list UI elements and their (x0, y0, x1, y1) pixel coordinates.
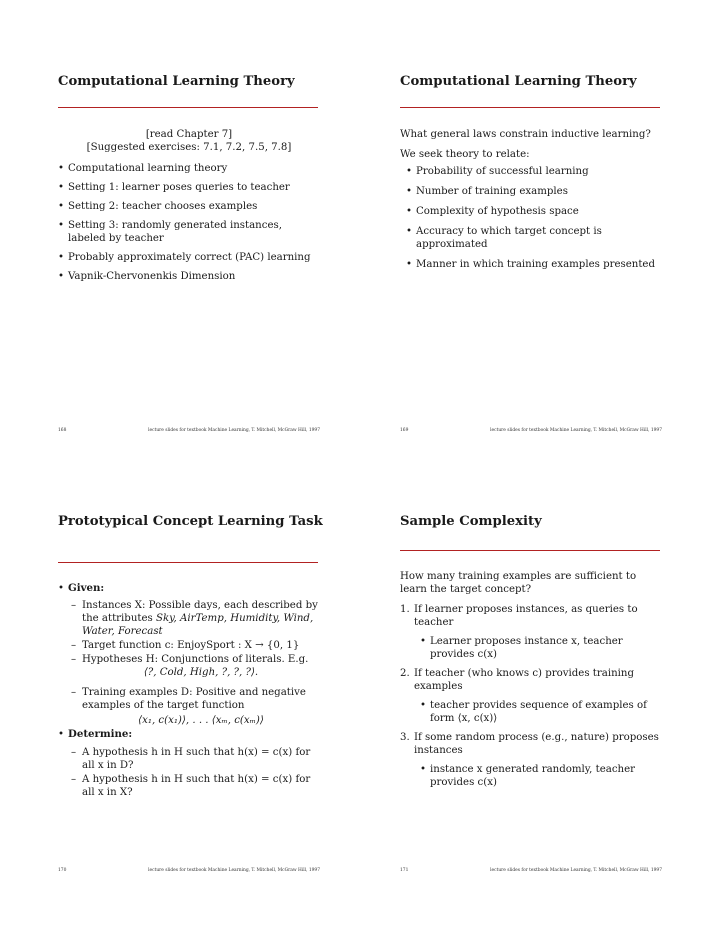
title-rule (400, 107, 660, 108)
list-item (68, 686, 320, 727)
determine-label: Determine: (68, 728, 133, 740)
list-item: • Vapnik-Chervonenkis Dimension (58, 270, 320, 283)
slide-171 (400, 512, 670, 873)
list-item: • Setting 1: learner poses queries to teacher (58, 181, 320, 194)
sub-list (414, 699, 662, 725)
given-label: Given: (68, 582, 105, 594)
list-item: • Accuracy to which target concept is approximated (406, 225, 662, 251)
slide-body (400, 128, 662, 271)
exercises-note: [Suggested exercises: 7.1, 7.2, 7.5, 7.8] (86, 142, 292, 153)
given-item (58, 582, 320, 727)
title-rule (400, 550, 660, 551)
question-text: What general laws constrain inductive learning? (400, 129, 651, 140)
list-item: – Target function c: EnjoySport : X → {0, 1} (68, 639, 320, 652)
slide-body (58, 582, 320, 799)
sub-item: • teacher provides sequence of examples of form ⟨x, c(x)⟩ (420, 699, 662, 725)
hypothesis-example: ⟨?, Cold, High, ?, ?, ?⟩. (143, 667, 259, 678)
item-marker: 2. (400, 668, 410, 679)
bullet-list (58, 162, 320, 283)
determine-list (68, 746, 320, 799)
reading-note: [read Chapter 7] (145, 129, 233, 140)
bullet-list (58, 582, 320, 799)
sub-list (414, 635, 662, 661)
list-item: • Setting 3: randomly generated instances, labeled by teacher (58, 219, 320, 245)
list-item: • Probability of successful learning (406, 165, 662, 178)
list-item (400, 667, 662, 725)
list-item: • Number of training examples (406, 185, 662, 198)
item-marker: 1. (400, 604, 410, 615)
slide-169 (400, 72, 670, 433)
slide-title: Computational Learning Theory (400, 74, 637, 89)
list-item: • Computational learning theory (58, 162, 320, 175)
item-text: If teacher (who knows c) provides training examples (414, 668, 634, 692)
list-item: • Probably approximately correct (PAC) learning (58, 251, 320, 264)
hypotheses-text: – Hypotheses H: Conjunctions of literals. E.g. (82, 654, 309, 665)
sub-list (414, 763, 662, 789)
slide-168 (58, 72, 328, 433)
slide-body (400, 570, 662, 789)
training-sequence: ⟨x₁, c(x₁)⟩, . . . ⟨xₘ, c(xₘ)⟩ (138, 715, 264, 726)
slide-number: 168 (58, 428, 67, 433)
slide-number: 169 (400, 428, 409, 433)
list-item (400, 731, 662, 789)
slide-title: Prototypical Concept Learning Task (58, 514, 323, 529)
slide-170 (58, 512, 328, 873)
title-rule (58, 562, 318, 563)
list-item: • Manner in which training examples presented (406, 258, 662, 271)
given-list (68, 599, 320, 727)
bullet-list (400, 165, 662, 271)
list-item: – A hypothesis h in H such that h(x) = c(x) for all x in D? (68, 746, 320, 772)
intro-text: We seek theory to relate: (400, 149, 530, 160)
item-text: If some random process (e.g., nature) proposes instances (414, 732, 659, 756)
list-item: • Complexity of hypothesis space (406, 205, 662, 218)
title-rule (58, 107, 318, 108)
slide-number: 171 (400, 868, 409, 873)
footer-credit: lecture slides for textbook Machine Learning, T. Mitchell, McGraw Hill, 1997 (148, 868, 320, 873)
slide-title: Computational Learning Theory (58, 74, 295, 89)
item-text: If learner proposes instances, as queries to teacher (414, 604, 638, 628)
slide-body (58, 128, 320, 283)
footer-credit: lecture slides for textbook Machine Learning, T. Mitchell, McGraw Hill, 1997 (148, 428, 320, 433)
list-item (68, 653, 320, 679)
item-marker: 3. (400, 732, 410, 743)
determine-item (58, 728, 320, 799)
list-item: – A hypothesis h in H such that h(x) = c(x) for all x in X? (68, 773, 320, 799)
list-item: • Setting 2: teacher chooses examples (58, 200, 320, 213)
list-item (400, 603, 662, 661)
numbered-list (400, 603, 662, 789)
sub-item: • instance x generated randomly, teacher provides c(x) (420, 763, 662, 789)
training-text: – Training examples D: Positive and negative examples of the target function (82, 687, 306, 711)
question-text: How many training examples are sufficient to learn the target concept? (400, 571, 637, 595)
footer-credit: lecture slides for textbook Machine Learning, T. Mitchell, McGraw Hill, 1997 (490, 868, 662, 873)
instances-text: Instances X: Possible days, each described by the attributes (82, 600, 318, 624)
list-item (68, 599, 320, 638)
footer-credit: lecture slides for textbook Machine Learning, T. Mitchell, McGraw Hill, 1997 (490, 428, 662, 433)
sub-item: • Learner proposes instance x, teacher provides c(x) (420, 635, 662, 661)
slide-number: 170 (58, 868, 67, 873)
instances-attrs: Sky, AirTemp, Humidity, Wind, Water, Forecast (82, 613, 314, 637)
slide-title: Sample Complexity (400, 514, 542, 529)
